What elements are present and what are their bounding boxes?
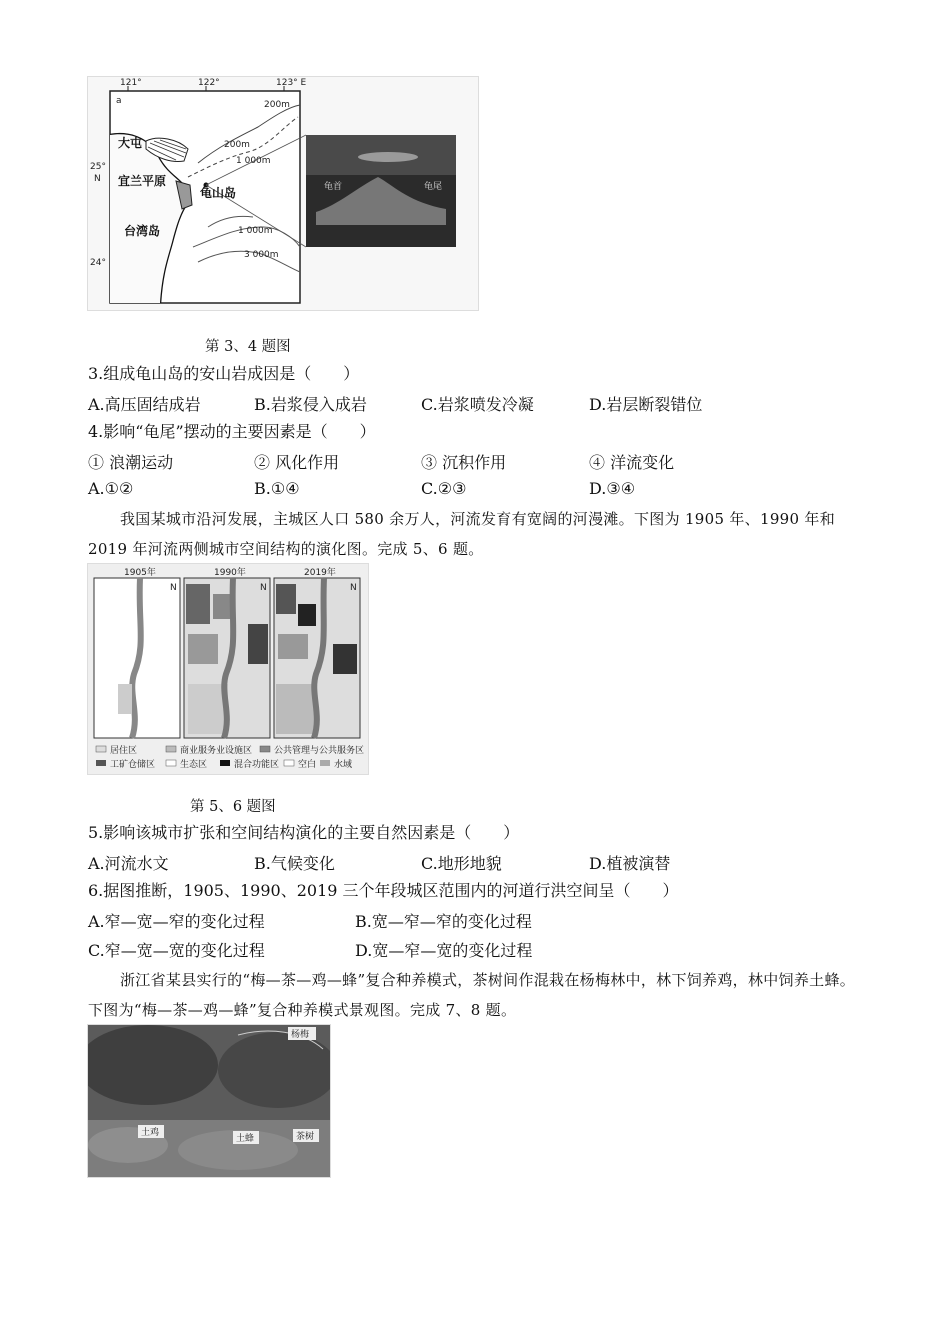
q5-option-a[interactable]: A.河流水文 xyxy=(88,854,169,873)
q4-item-4: ④ 洋流变化 xyxy=(589,453,675,472)
q6-option-b[interactable]: B.宽—窄—窄的变化过程 xyxy=(355,912,532,931)
q5-stem: 5.影响该城市扩张和空间结构演化的主要自然因素是（ ） xyxy=(88,823,520,842)
legend-mixed: 混合功能区 xyxy=(234,760,280,770)
label-tea: 茶树 xyxy=(296,1132,315,1142)
legend-blank: 空白 xyxy=(298,760,317,770)
lon-121: 121° xyxy=(120,78,142,88)
lat-n: N xyxy=(94,174,101,184)
north-2019: N xyxy=(350,583,357,593)
contour-200a: 200m xyxy=(264,100,290,110)
contour-3000: 3 000m xyxy=(244,250,279,260)
q4-item-2: ② 风化作用 xyxy=(254,453,340,472)
north-1990: N xyxy=(260,583,267,593)
legend-water: 水域 xyxy=(334,760,353,770)
q4-option-a[interactable]: A.①② xyxy=(88,479,134,498)
place-datun: 大屯 xyxy=(118,136,143,150)
intro-7-8: 浙江省某县实行的“梅—茶—鸡—蜂”复合种养模式，茶树间作混栽在杨梅林中，林下饲养鸡，林中饲养土蜂。下图为“梅—茶—鸡—蜂”复合种养模式景观图。完成 7、8 题。 xyxy=(88,971,856,1019)
label-yangmei: 杨梅 xyxy=(291,1030,310,1040)
lat-24: 24° xyxy=(90,258,106,268)
q4-item-3: ③ 沉积作用 xyxy=(421,453,507,472)
q3-stem: 3.组成龟山岛的安山岩成因是（ ） xyxy=(88,364,360,383)
city-map-svg xyxy=(88,564,368,774)
legend-ecological: 生态区 xyxy=(180,760,208,770)
label-chicken: 土鸡 xyxy=(141,1128,160,1138)
map-svg xyxy=(88,77,478,310)
q4-option-c[interactable]: C.②③ xyxy=(421,479,467,498)
q4-option-b[interactable]: B.①④ xyxy=(254,479,300,498)
photo-label-tail: 龟尾 xyxy=(424,182,443,192)
contour-1000b: 1 000m xyxy=(238,226,273,236)
legend-commercial: 商业服务业设施区 xyxy=(180,746,253,756)
q5-option-d[interactable]: D.植被演替 xyxy=(589,854,671,873)
intro-5-6: 我国某城市沿河发展，主城区人口 580 余万人，河流发育有宽阔的河漫滩。下图为 1905 年、1990 年和 2019 年河流两侧城市空间结构的演化图。完成 5、6 题。 xyxy=(88,510,836,558)
panel-label: a xyxy=(116,96,122,106)
q3-option-b[interactable]: B.岩浆侵入成岩 xyxy=(254,395,367,414)
q3-option-d[interactable]: D.岩层断裂错位 xyxy=(589,395,703,414)
lat-25: 25° xyxy=(90,162,106,172)
q5-option-c[interactable]: C.地形地貌 xyxy=(421,854,502,873)
north-1905: N xyxy=(170,583,177,593)
label-bee: 土蜂 xyxy=(236,1134,255,1144)
q6-option-a[interactable]: A.窄—宽—窄的变化过程 xyxy=(88,912,265,931)
year-2019: 2019年 xyxy=(304,568,336,578)
year-1905: 1905年 xyxy=(124,568,156,578)
q6-option-c[interactable]: C.窄—宽—宽的变化过程 xyxy=(88,941,265,960)
place-taiwan: 台湾岛 xyxy=(124,224,161,238)
q3-option-a[interactable]: A.高压固结成岩 xyxy=(88,395,201,414)
photo-label-head: 龟首 xyxy=(324,182,343,192)
legend-industrial: 工矿仓储区 xyxy=(110,760,156,770)
q4-item-1: ① 浪潮运动 xyxy=(88,453,174,472)
q6-option-d[interactable]: D.宽—窄—宽的变化过程 xyxy=(355,941,533,960)
place-yilan: 宜兰平原 xyxy=(118,174,167,188)
contour-1000a: 1 000m xyxy=(236,156,271,166)
figure-map-guishan xyxy=(87,76,479,311)
q4-option-d[interactable]: D.③④ xyxy=(589,479,636,498)
fig2-caption: 第 5、6 题图 xyxy=(190,799,276,815)
legend-residential: 居住区 xyxy=(110,746,138,756)
photo-svg xyxy=(88,1025,330,1177)
figure-city-structure xyxy=(87,563,369,775)
place-guishan: 龟山岛 xyxy=(200,186,237,200)
q4-stem: 4.影响“龟尾”摆动的主要因素是（ ） xyxy=(88,422,376,441)
year-1990: 1990年 xyxy=(214,568,246,578)
legend-public: 公共管理与公共服务区 xyxy=(274,746,365,756)
q5-option-b[interactable]: B.气候变化 xyxy=(254,854,335,873)
lon-123: 123° E xyxy=(276,78,307,88)
contour-200b: 200m xyxy=(224,140,250,150)
q6-stem: 6.据图推断，1905、1990、2019 三个年段城区范围内的河道行洪空间呈（ ） xyxy=(88,881,679,900)
figure-agroforestry-photo xyxy=(87,1024,331,1178)
lon-122: 122° xyxy=(198,78,220,88)
q3-option-c[interactable]: C.岩浆喷发冷凝 xyxy=(421,395,534,414)
fig1-caption: 第 3、4 题图 xyxy=(205,339,291,355)
